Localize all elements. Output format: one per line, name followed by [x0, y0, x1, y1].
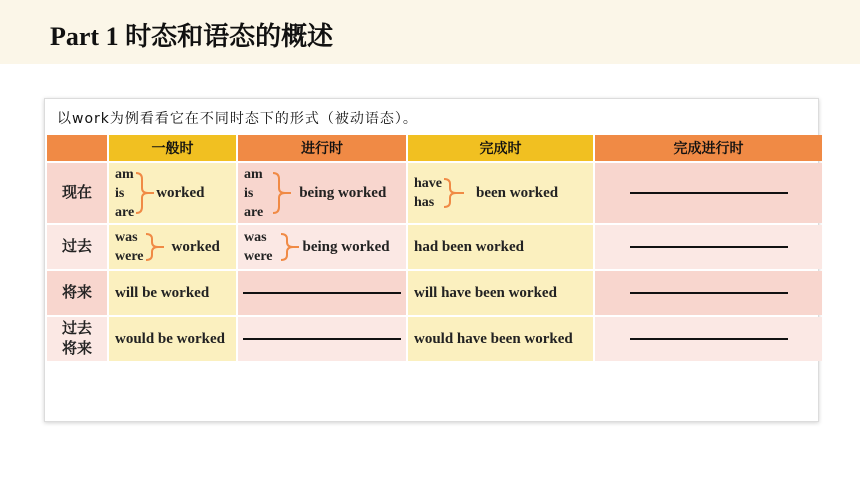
aux-word: am [244, 166, 263, 182]
cell-future-progressive [238, 271, 406, 315]
cell-past-progressive [238, 225, 406, 269]
aux-word: were [244, 249, 273, 264]
table-row-past-future [47, 317, 822, 361]
header-perfect: 完成时 [408, 135, 593, 161]
aux-stack [414, 174, 442, 212]
table-row-present [47, 163, 822, 223]
participle: worked [171, 238, 220, 255]
empty-line [630, 292, 788, 294]
cell-past-simple [109, 225, 236, 269]
aux-word: is [115, 185, 125, 201]
table-row-future [47, 271, 822, 315]
aux-word: were [115, 249, 144, 264]
aux-word: are [244, 204, 264, 220]
cell-present-perfect [408, 163, 593, 223]
aux-word: has [414, 195, 435, 210]
participle: been worked [476, 184, 559, 201]
header-progressive: 进行时 [238, 135, 406, 161]
table-row-past [47, 225, 822, 269]
aux-word: is [244, 185, 254, 201]
participle: worked [156, 184, 205, 201]
header-corner [47, 135, 107, 161]
row-label-past-future [47, 317, 107, 361]
brace-icon [442, 176, 476, 210]
brace-icon [134, 170, 156, 216]
cell-past-future-perfect: would have been worked [408, 317, 593, 361]
aux-stack [244, 165, 263, 222]
header-perfect-progressive: 完成进行时 [595, 135, 822, 161]
header-simple: 一般时 [109, 135, 236, 161]
cell-future-perfect-progressive [595, 271, 822, 315]
row-label-future: 将来 [47, 271, 107, 315]
cell-past-future-progressive [238, 317, 406, 361]
empty-line [630, 192, 788, 194]
cell-present-progressive [238, 163, 406, 223]
aux-stack [115, 165, 134, 222]
cell-past-future-simple: would be worked [109, 317, 236, 361]
page-title: Part 1 时态和语态的概述 [50, 22, 334, 51]
cell-past-perfect-progressive [595, 225, 822, 269]
aux-word: are [115, 204, 135, 220]
cell-future-simple: will be worked [109, 271, 236, 315]
cell-future-perfect: will have been worked [408, 271, 593, 315]
empty-line [243, 292, 401, 294]
row-label-line: 将来 [61, 341, 92, 357]
brace-icon [263, 170, 299, 216]
aux-word: am [115, 166, 134, 182]
aux-stack [244, 228, 273, 266]
aux-word: have [414, 176, 442, 191]
aux-word: was [244, 230, 267, 245]
cell-present-simple [109, 163, 236, 223]
row-label-line: 过去 [61, 321, 92, 337]
cell-past-perfect: had been worked [408, 225, 593, 269]
cell-past-future-perfect-progressive [595, 317, 822, 361]
empty-line [243, 338, 401, 340]
row-label-present: 现在 [47, 163, 107, 223]
brace-icon [273, 231, 303, 263]
brace-icon [144, 231, 172, 263]
content-card [44, 98, 819, 422]
cell-present-perfect-progressive [595, 163, 822, 223]
participle: being worked [299, 184, 387, 201]
empty-line [630, 338, 788, 340]
title-bar [0, 0, 860, 64]
row-label-past: 过去 [47, 225, 107, 269]
aux-stack [115, 228, 144, 266]
table-caption: 以work为例看看它在不同时态下的形式（被动语态）。 [57, 111, 418, 127]
participle: being worked [302, 238, 390, 255]
aux-word: was [115, 230, 138, 245]
empty-line [630, 246, 788, 248]
tense-table [45, 133, 824, 363]
header-row [47, 135, 822, 161]
